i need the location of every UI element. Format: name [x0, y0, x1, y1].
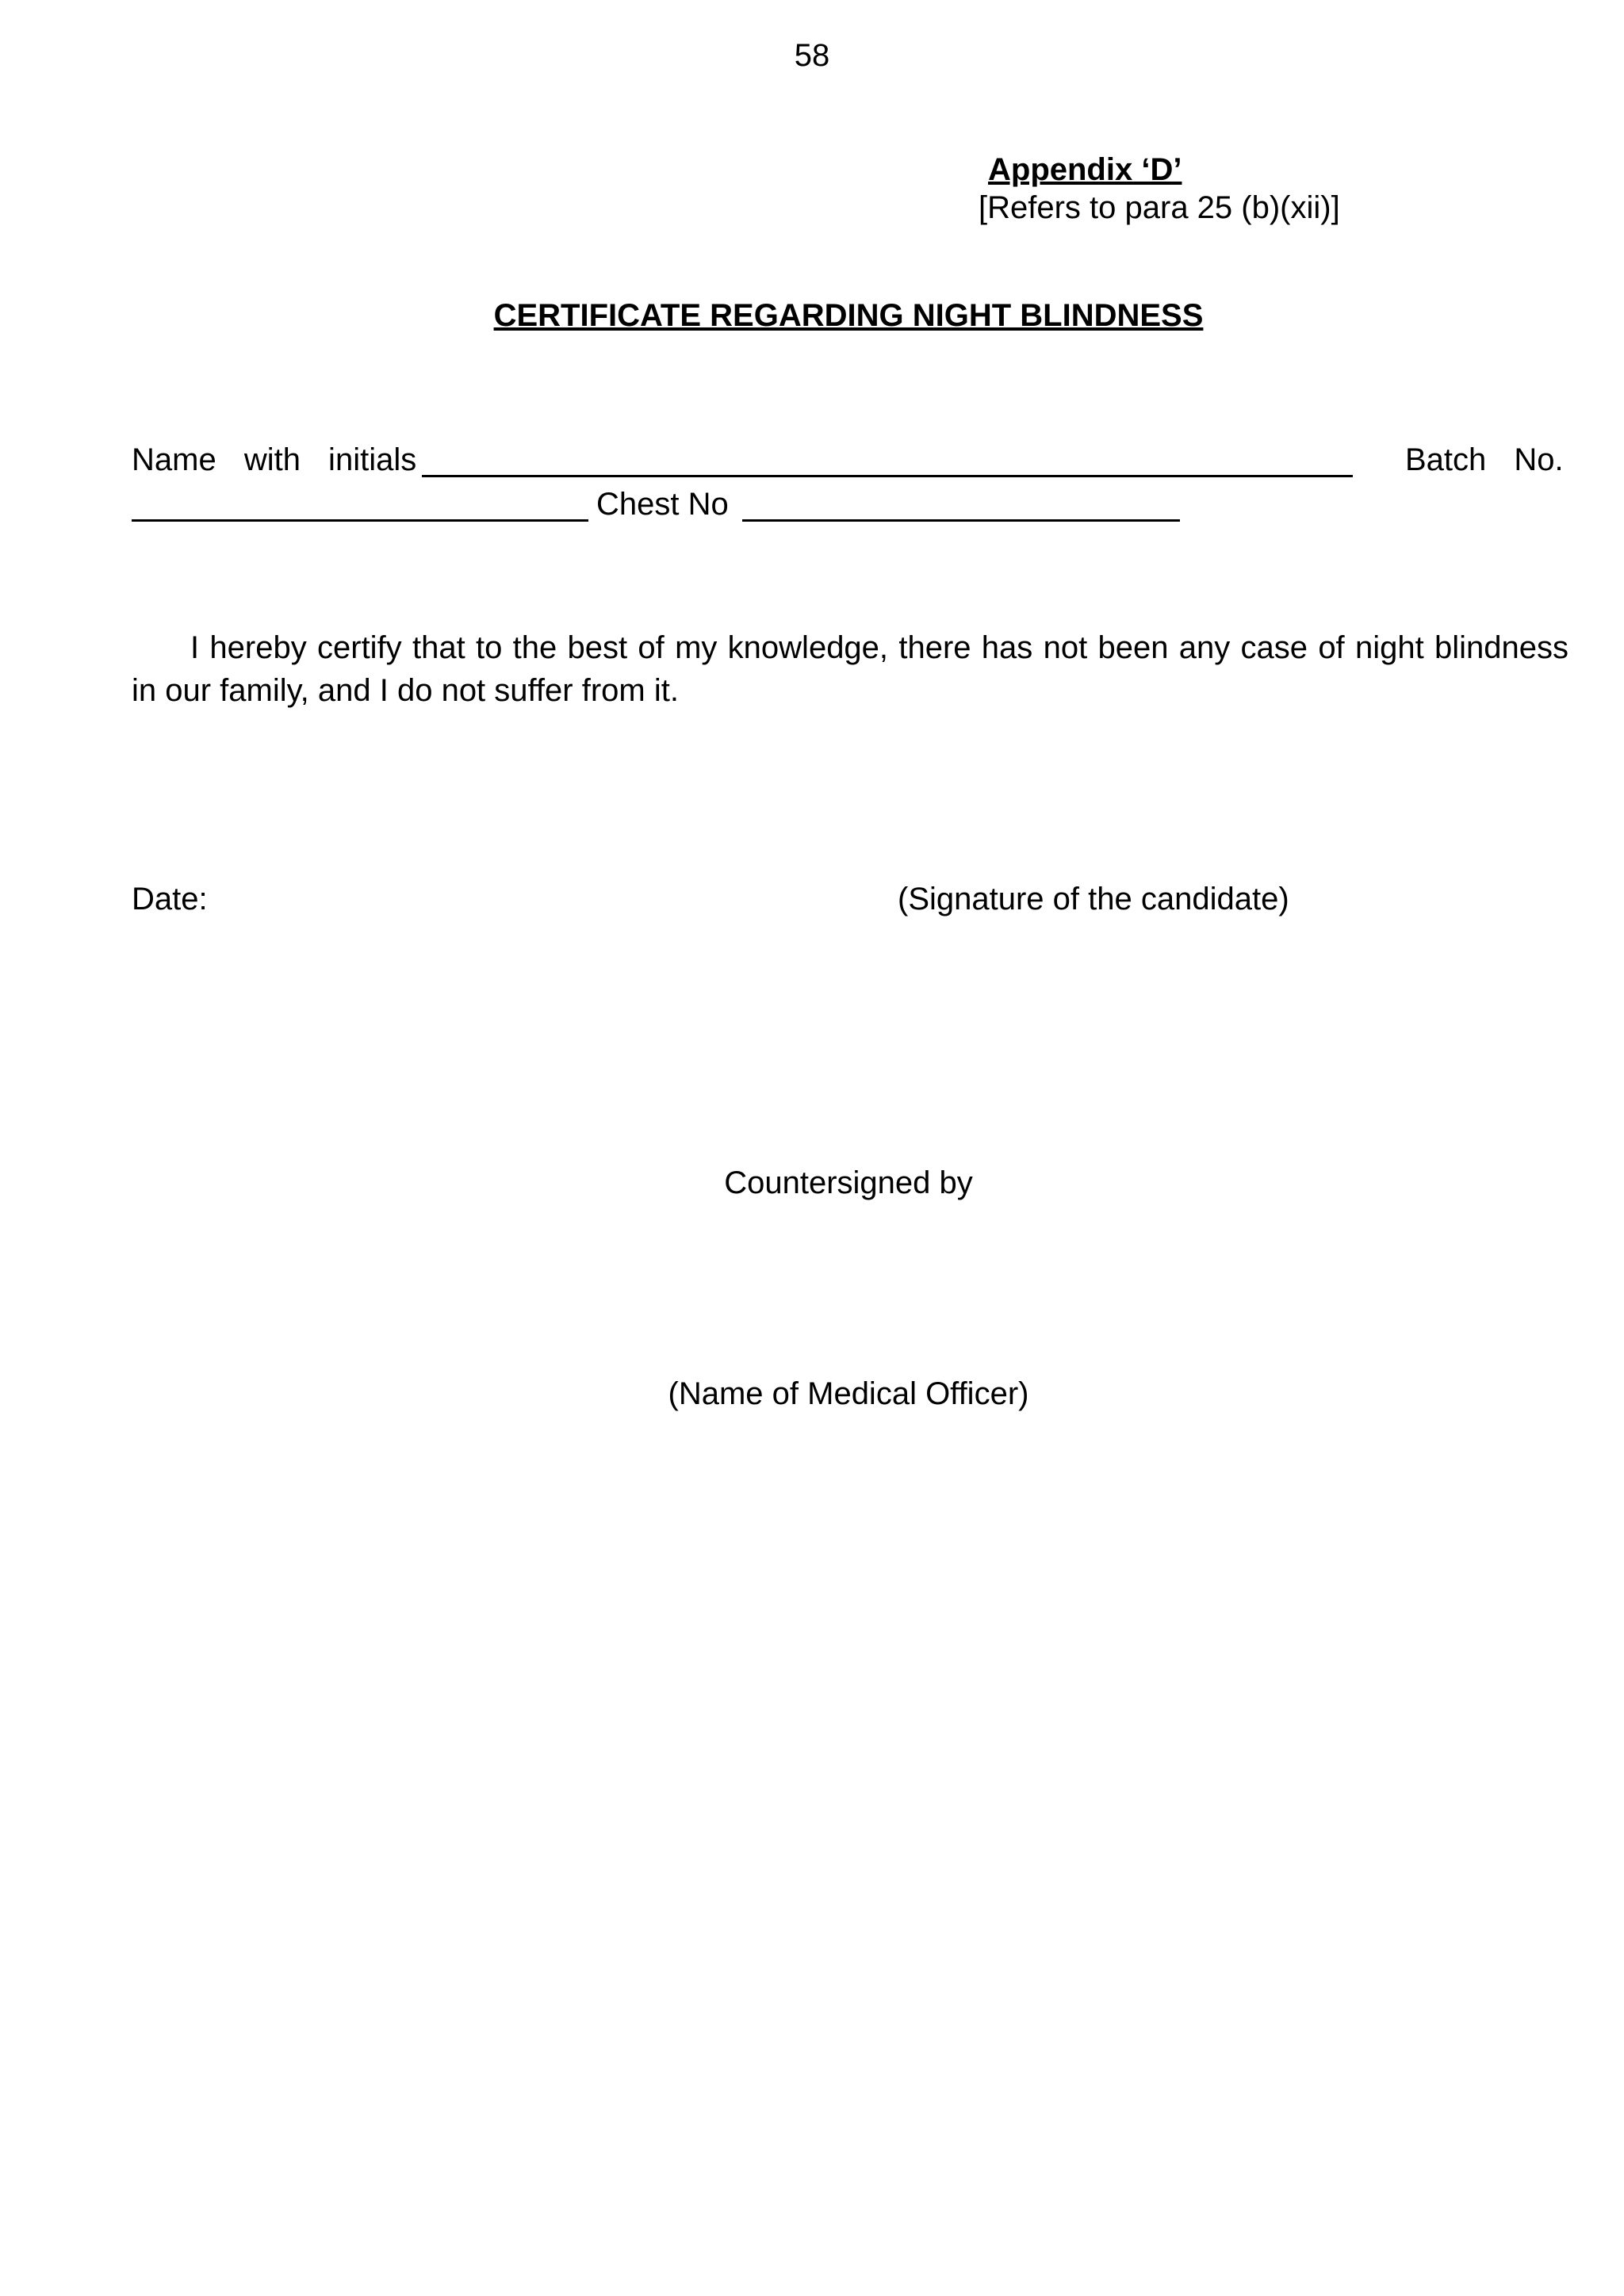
medical-officer-label: (Name of Medical Officer)	[668, 1376, 1029, 1411]
batch-no-label: Batch No.	[1405, 442, 1564, 477]
name-with-initials-blank	[422, 475, 1353, 477]
declaration-text: I hereby certify that to the best of my knowledge, there has not been any case of night blindness in our family, and I do not suffer from it.	[132, 630, 1568, 708]
date-label: Date:	[132, 882, 208, 916]
name-with-initials-label: Name with initials	[132, 442, 417, 477]
chest-no-label: Chest No	[596, 487, 729, 522]
candidate-signature-label: (Signature of the candidate)	[898, 882, 1289, 916]
appendix-reference: [Refers to para 25 (b)(xii)]	[979, 190, 1340, 225]
appendix-title: Appendix ‘D’	[988, 152, 1182, 187]
countersigned-label: Countersigned by	[724, 1165, 973, 1200]
batch-no-blank	[132, 519, 588, 522]
certificate-title: CERTIFICATE REGARDING NIGHT BLINDNESS	[493, 298, 1204, 333]
page-number: 58	[794, 38, 830, 73]
chest-no-blank	[742, 519, 1180, 522]
